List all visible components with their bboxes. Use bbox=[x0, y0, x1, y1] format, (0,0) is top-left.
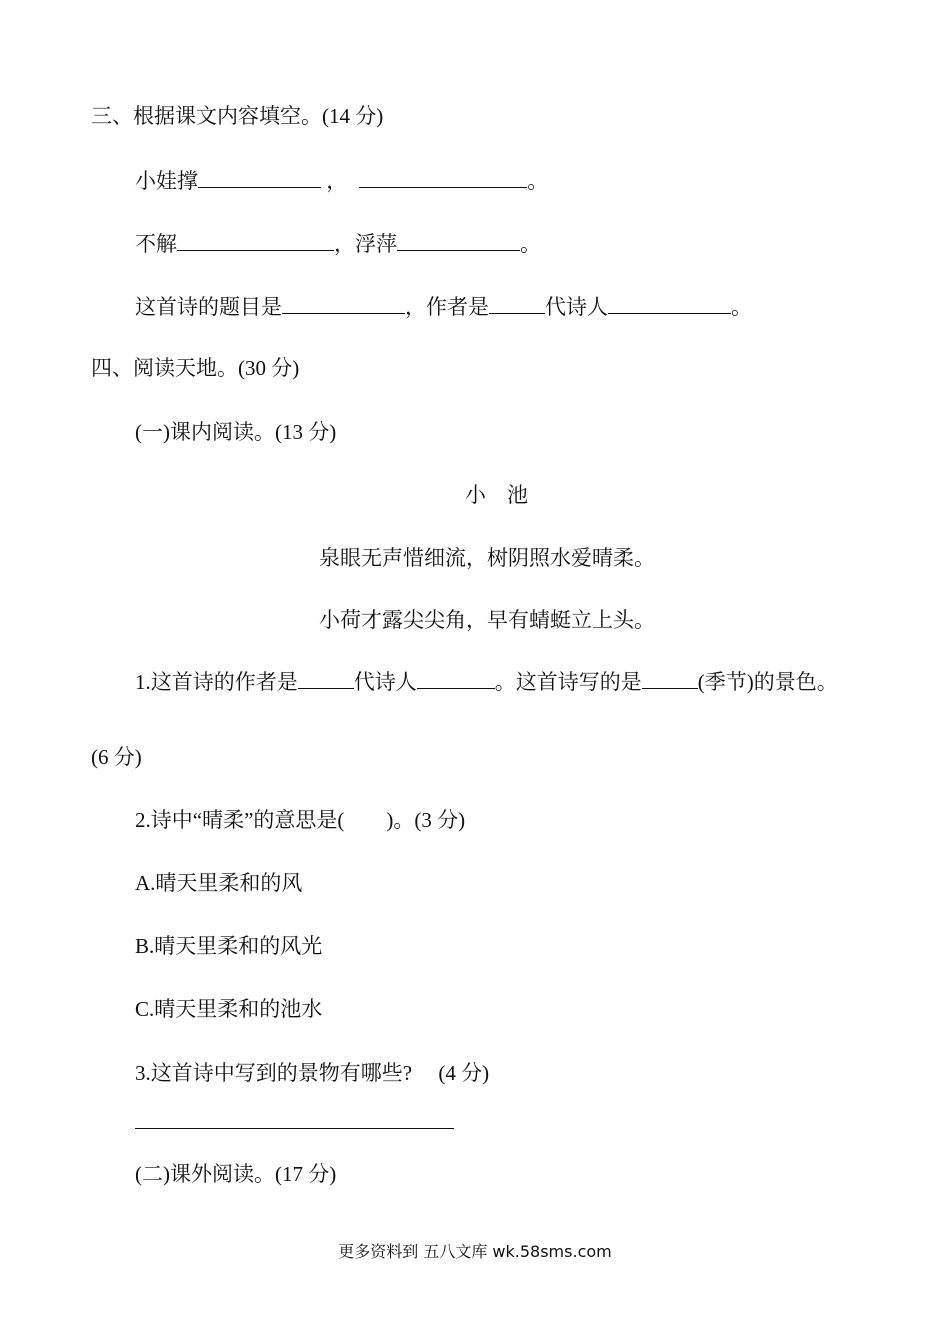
option-b[interactable]: B.晴天里柔和的风光 bbox=[135, 934, 323, 958]
part2-heading: (二)课外阅读。(17 分) bbox=[135, 1162, 337, 1186]
question-1-text-b: 代诗人 bbox=[353, 670, 417, 694]
question-2: 2.诗中“晴柔”的意思是( )。(3 分) bbox=[135, 808, 466, 832]
fill-line-1-text-c: 。 bbox=[527, 169, 549, 193]
fill-line-3-text-c: 代诗人 bbox=[545, 295, 608, 319]
part1-heading: (一)课内阅读。(13 分) bbox=[135, 420, 337, 444]
section3-heading: 三、根据课文内容填空。(14 分) bbox=[91, 104, 384, 128]
fill-line-1-text-b: ， bbox=[321, 169, 348, 193]
blank-10[interactable] bbox=[642, 668, 698, 689]
poem-line-2: 小荷才露尖尖角，早有蜻蜓立上头。 bbox=[319, 608, 655, 632]
question-1-score: (6 分) bbox=[91, 745, 142, 769]
option-a[interactable]: A.晴天里柔和的风 bbox=[135, 871, 303, 895]
answer-line[interactable] bbox=[135, 1128, 454, 1129]
blank-6[interactable] bbox=[489, 293, 545, 314]
question-1-text-c: 。这首诗写的是 bbox=[494, 670, 642, 694]
fill-line-2-text-c: 。 bbox=[520, 232, 541, 256]
question-1 bbox=[135, 668, 838, 696]
blank-8[interactable] bbox=[298, 668, 354, 689]
footer-watermark: 更多资料到 五八文库 wk.58sms.com bbox=[338, 1242, 612, 1261]
fill-line-3-text-b: ，作者是 bbox=[405, 295, 489, 319]
poem-line-1: 泉眼无声惜细流，树阴照水爱晴柔。 bbox=[319, 546, 655, 570]
blank-9[interactable] bbox=[417, 668, 495, 689]
fill-line-3 bbox=[135, 293, 752, 321]
question-1-text-a: 1.这首诗的作者是 bbox=[135, 670, 298, 694]
poem-title: 小 池 bbox=[465, 483, 528, 507]
blank-2[interactable] bbox=[359, 167, 527, 188]
fill-line-2 bbox=[135, 230, 541, 258]
question-3: 3.这首诗中写到的景物有哪些? (4 分) bbox=[135, 1061, 490, 1085]
blank-5[interactable] bbox=[282, 293, 405, 314]
fill-line-2-text-b: ，浮萍 bbox=[334, 232, 397, 256]
blank-7[interactable] bbox=[608, 293, 731, 314]
fill-line-2-text-a: 不解 bbox=[135, 232, 177, 256]
blank-3[interactable] bbox=[177, 230, 334, 251]
question-1-text-d: (季节)的景色。 bbox=[697, 670, 838, 694]
section4-heading: 四、阅读天地。(30 分) bbox=[91, 356, 300, 380]
fill-line-3-text-a: 这首诗的题目是 bbox=[135, 295, 282, 319]
blank-1[interactable] bbox=[198, 167, 321, 188]
blank-4[interactable] bbox=[397, 230, 520, 251]
fill-line-1 bbox=[135, 167, 548, 195]
option-c[interactable]: C.晴天里柔和的池水 bbox=[135, 997, 323, 1021]
fill-line-3-text-d: 。 bbox=[731, 295, 752, 319]
fill-line-1-text-a: 小娃撑 bbox=[135, 169, 198, 193]
